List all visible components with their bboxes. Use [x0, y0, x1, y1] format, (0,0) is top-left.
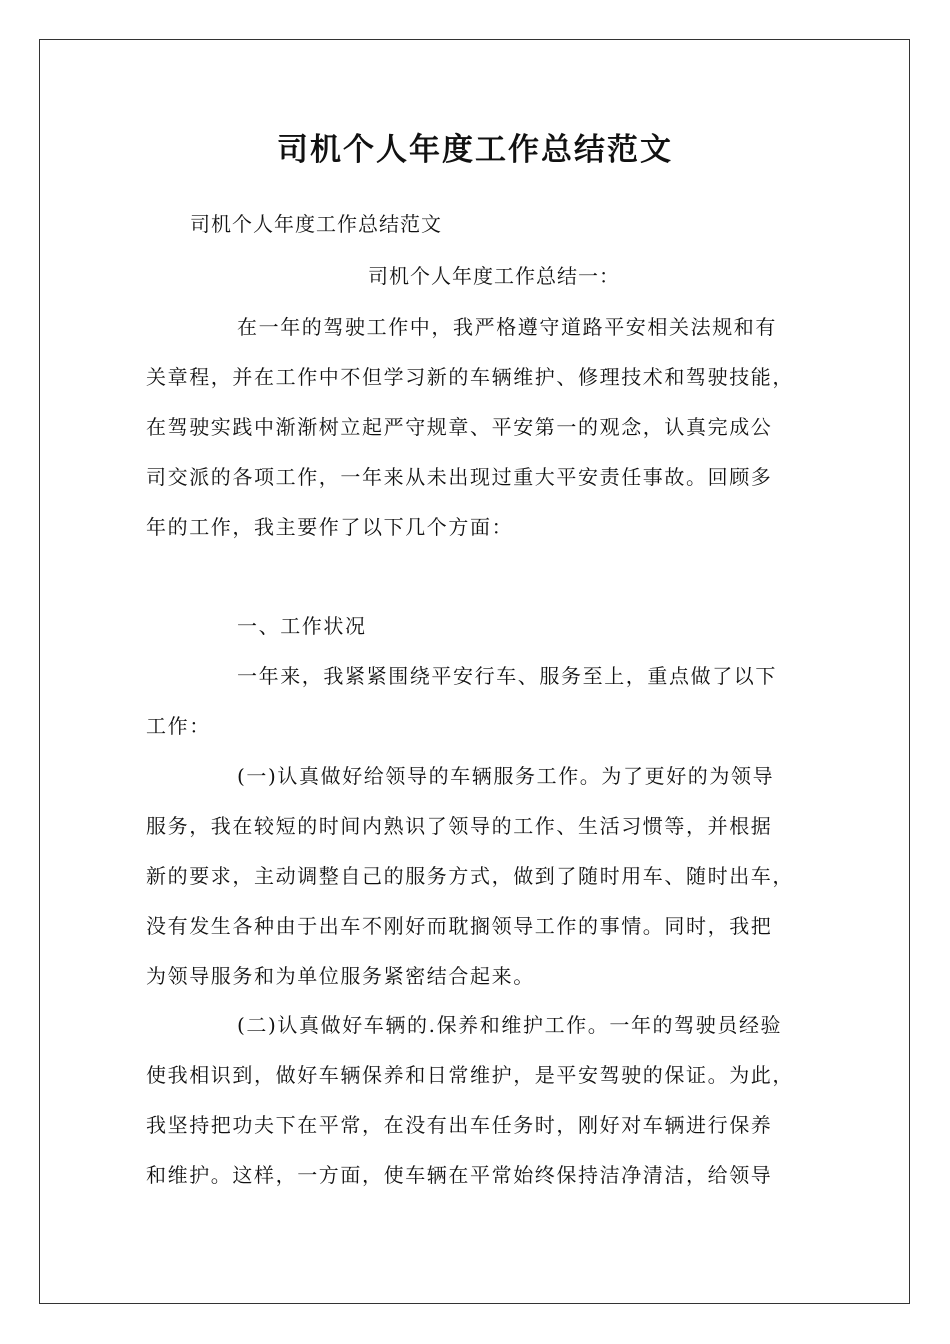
document-title: 司机个人年度工作总结范文: [277, 132, 673, 168]
paragraph-line: 在一年的驾驶工作中，我严格遵守道路平安相关法规和有: [237, 315, 777, 339]
paragraph-line: 年的工作，我主要作了以下几个方面：: [146, 515, 514, 539]
paragraph-line: 一年来，我紧紧围绕平安行车、服务至上，重点做了以下: [237, 664, 777, 688]
paragraph-line: 我坚持把功夫下在平常，在没有出车任务时，刚好对车辆进行保养: [146, 1113, 773, 1137]
paragraph-line: 新的要求，主动调整自己的服务方式，做到了随时用车、随时出车，: [146, 864, 794, 888]
paragraph-line: 司交派的各项工作，一年来从未出现过重大平安责任事故。回顾多: [146, 465, 773, 489]
paragraph-line: 服务，我在较短的时间内熟识了领导的工作、生活习惯等，并根据: [146, 814, 773, 838]
paragraph-line: 在驾驶实践中渐渐树立起严守规章、平安第一的观念，认真完成公: [146, 415, 773, 439]
paragraph-line: 使我相识到，做好车辆保养和日常维护，是平安驾驶的保证。为此，: [146, 1063, 794, 1087]
paragraph-line: (一)认真做好给领导的车辆服务工作。为了更好的为领导: [237, 764, 775, 788]
paragraph-line: (二)认真做好车辆的.保养和维护工作。一年的驾驶员经验: [237, 1013, 783, 1037]
paragraph-line: 为领导服务和为单位服务紧密结合起来。: [146, 964, 535, 988]
paragraph-line: 关章程，并在工作中不但学习新的车辆维护、修理技术和驾驶技能，: [146, 365, 794, 389]
paragraph-line: 和维护。这样，一方面，使车辆在平常始终保持洁净清洁，给领导: [146, 1163, 773, 1187]
section-heading-summary-one: 司机个人年度工作总结一：: [368, 264, 620, 288]
paragraph-line: 没有发生各种由于出车不刚好而耽搁领导工作的事情。同时，我把: [146, 914, 773, 938]
document-subtitle: 司机个人年度工作总结范文: [190, 212, 442, 236]
paragraph-line: 工作：: [146, 714, 211, 738]
section-heading-work-status: 一、工作状况: [237, 614, 367, 638]
